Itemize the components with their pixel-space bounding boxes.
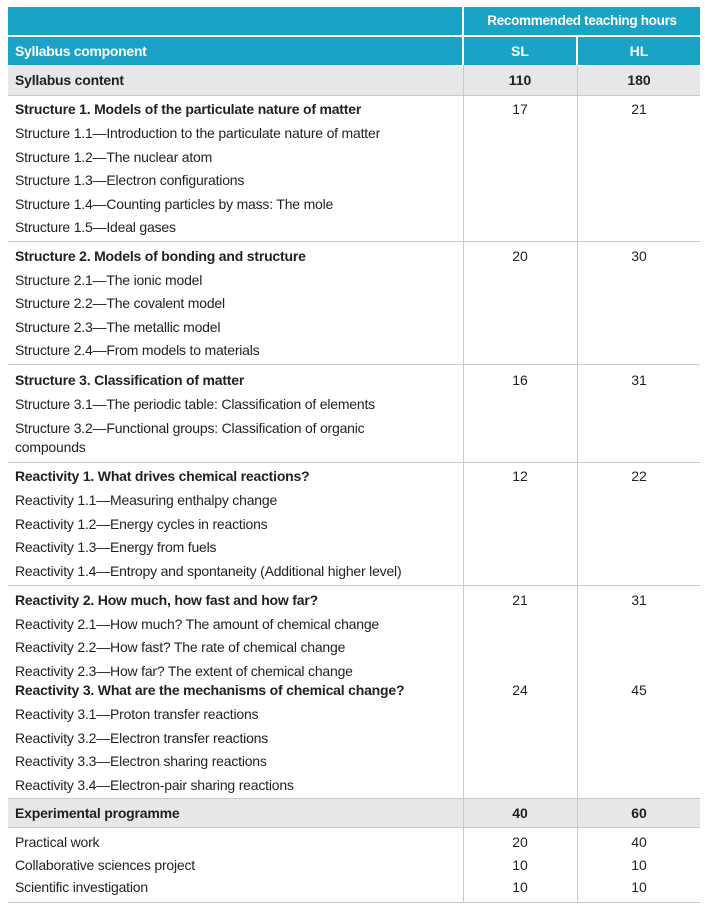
component-header: Syllabus component — [15, 43, 147, 59]
reactivity2-item: Reactivity 2.3—How far? The extent of chemical change — [15, 663, 353, 679]
structure1-item: Structure 1.4—Counting particles by mass: The mole — [15, 196, 334, 212]
structure2-sl: 20 — [512, 248, 528, 264]
reactivity3-hl: 45 — [631, 682, 647, 698]
structure1-item: Structure 1.3—Electron configurations — [15, 172, 245, 188]
reactivity1-sl: 12 — [512, 468, 528, 484]
row-divider — [8, 827, 700, 828]
structure1-item: Structure 1.5—Ideal gases — [15, 219, 176, 235]
syllabus-content-label: Syllabus content — [15, 72, 124, 88]
structure2-item: Structure 2.3—The metallic model — [15, 319, 221, 335]
syllabus-content-hl: 180 — [627, 72, 651, 88]
reactivity3-item: Reactivity 3.4—Electron-pair sharing reactions — [15, 777, 294, 793]
row-divider — [8, 798, 700, 799]
reactivity2-item: Reactivity 2.2—How fast? The rate of chemical change — [15, 639, 346, 655]
reactivity1-item: Reactivity 1.3—Energy from fuels — [15, 539, 217, 555]
structure3-title: Structure 3. Classification of matter — [15, 372, 245, 388]
reactivity3-item: Reactivity 3.3—Electron sharing reactions — [15, 753, 267, 769]
structure2-item: Structure 2.4—From models to materials — [15, 342, 260, 358]
reactivity3-item: Reactivity 3.1—Proton transfer reactions — [15, 706, 259, 722]
experimental-row-sl: 10 — [512, 879, 528, 895]
row-divider — [8, 364, 700, 365]
sl-header: SL — [511, 43, 529, 59]
structure3-sl: 16 — [512, 372, 528, 388]
experimental-row-label: Collaborative sciences project — [15, 857, 195, 873]
row-divider — [8, 95, 700, 96]
structure2-title: Structure 2. Models of bonding and structure — [15, 248, 306, 264]
reactivity3-item: Reactivity 3.2—Electron transfer reactions — [15, 730, 269, 746]
teaching-hours-header: Recommended teaching hours — [487, 13, 677, 28]
hl-header: HL — [629, 43, 649, 59]
experimental-sl: 40 — [512, 805, 528, 821]
reactivity3-title: Reactivity 3. What are the mechanisms of chemical change? — [15, 682, 405, 698]
reactivity2-sl: 21 — [512, 592, 528, 608]
reactivity2-title: Reactivity 2. How much, how fast and how far? — [15, 592, 318, 608]
experimental-label: Experimental programme — [15, 805, 180, 821]
experimental-row-label: Scientific investigation — [15, 879, 148, 895]
row-divider — [8, 462, 700, 463]
reactivity2-hl: 31 — [631, 592, 647, 608]
structure1-item: Structure 1.1—Introduction to the particulate nature of matter — [15, 125, 381, 141]
reactivity3-sl: 24 — [512, 682, 528, 698]
experimental-row-sl: 10 — [512, 857, 528, 873]
structure1-sl: 17 — [512, 101, 528, 117]
experimental-row-label: Practical work — [15, 834, 100, 850]
syllabus-table — [8, 7, 700, 903]
structure3-hl: 31 — [631, 372, 647, 388]
structure3-item: Structure 3.1—The periodic table: Classification of elements — [15, 396, 375, 412]
experimental-row-hl: 40 — [631, 834, 647, 850]
experimental-row-hl: 10 — [631, 857, 647, 873]
structure1-item: Structure 1.2—The nuclear atom — [15, 149, 213, 165]
reactivity2-item: Reactivity 2.1—How much? The amount of chemical change — [15, 616, 380, 632]
reactivity1-hl: 22 — [631, 468, 647, 484]
structure3-item: Structure 3.2—Functional groups: Classification of organic compounds — [15, 420, 365, 455]
row-divider — [8, 902, 700, 903]
structure1-title: Structure 1. Models of the particulate nature of matter — [15, 101, 362, 117]
experimental-hl: 60 — [631, 805, 647, 821]
reactivity1-item: Reactivity 1.1—Measuring enthalpy change — [15, 492, 278, 508]
reactivity1-item: Reactivity 1.2—Energy cycles in reactions — [15, 516, 268, 532]
structure2-hl: 30 — [631, 248, 647, 264]
experimental-row-hl: 10 — [631, 879, 647, 895]
structure2-item: Structure 2.2—The covalent model — [15, 295, 225, 311]
reactivity1-title: Reactivity 1. What drives chemical reactions? — [15, 468, 310, 484]
row-divider — [8, 241, 700, 242]
structure2-item: Structure 2.1—The ionic model — [15, 272, 203, 288]
experimental-row-sl: 20 — [512, 834, 528, 850]
syllabus-content-sl: 110 — [508, 72, 532, 88]
row-divider — [8, 585, 700, 586]
structure1-hl: 21 — [631, 101, 647, 117]
reactivity1-item: Reactivity 1.4—Entropy and spontaneity (Additional higher level) — [15, 563, 402, 579]
